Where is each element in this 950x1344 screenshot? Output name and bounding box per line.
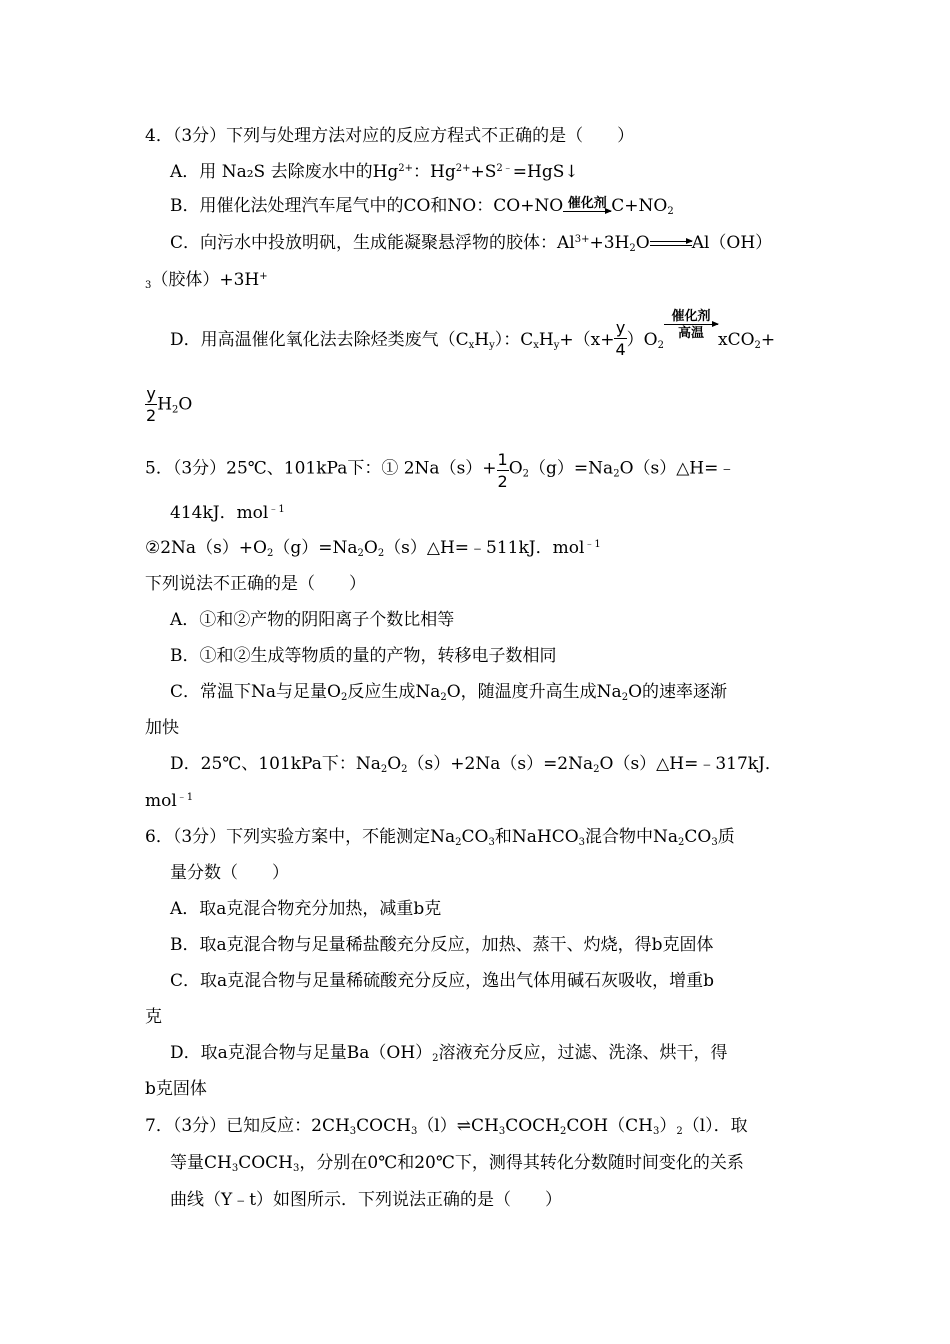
q5-c1: C．常温下Na与足量O xyxy=(170,682,341,702)
q5-d-sup: ﹣1 xyxy=(176,792,194,803)
q4-d-text7: H xyxy=(157,394,173,415)
q4-d-text5: xCO xyxy=(717,330,755,350)
q4-d-fraction-y4 xyxy=(614,317,626,359)
q5-stem8: O xyxy=(363,538,378,558)
q4-a-label: A．用 xyxy=(170,162,217,182)
q7-sub3: 3 xyxy=(498,1126,506,1137)
q4-b-arrow-icon xyxy=(563,211,611,212)
q5-c-sub3: 2 xyxy=(621,692,629,703)
q5-option-c xyxy=(170,684,727,701)
q5-c3: O，随温度升高生成Na xyxy=(446,682,622,702)
q5-stem7: （g）=Na xyxy=(273,538,358,558)
q4-a-text1: 去除废水中的Hg xyxy=(270,162,399,182)
q7-s3: （l）⇌CH xyxy=(417,1116,499,1136)
q7-s6: ） xyxy=(659,1116,677,1136)
q5-option-d-cont xyxy=(145,793,193,810)
q5-d-sub1: 2 xyxy=(380,764,388,775)
q5-ask-text: 下列说法不正确的是（ ） xyxy=(145,574,366,594)
q6-b-text: B．取a克混合物与足量稀盐酸充分反应，加热、蒸干、灼烧，得b克固体 xyxy=(170,935,714,955)
q4-a-text4: =HgS↓ xyxy=(512,162,579,182)
q4-option-c xyxy=(170,235,772,252)
q4-d-catalyst-arrow xyxy=(664,310,718,340)
q6-stem5: CO xyxy=(684,827,712,847)
q5-d5: mol xyxy=(145,791,177,811)
q4-b-sub: 2 xyxy=(667,206,674,217)
frac-num: y xyxy=(146,384,156,403)
q4-a-text2: ：Hg xyxy=(413,162,456,182)
q4-c-sub1: 2 xyxy=(629,243,636,254)
frac-den: 4 xyxy=(615,339,626,359)
q4-d-sub-co2: 2 xyxy=(754,340,761,351)
q4-d-sub-y2: y xyxy=(553,340,560,351)
q4-option-b xyxy=(170,198,674,216)
q5-b-text: B．①和②生成等物质的量的产物，转移电子数相同 xyxy=(170,646,557,666)
frac-num: 1 xyxy=(497,450,508,469)
q4-d-text1: D．用高温催化氧化法去除烃类废气（C xyxy=(170,330,469,350)
q7-stem-cont1 xyxy=(170,1155,744,1172)
q7-s5: COH（CH xyxy=(566,1116,653,1136)
q4-d-sub-y1: y xyxy=(489,340,495,351)
q4-d-text4: ）O xyxy=(626,330,658,350)
q6-stem xyxy=(145,829,735,846)
q7-sub4: 2 xyxy=(559,1126,567,1137)
q7-s9: COCH xyxy=(238,1153,293,1173)
q4-d-cond-top: 催化剂 xyxy=(671,309,711,324)
q4-stem-text: 4．（3分）下列与处理方法对应的反应方程式不正确的是（ ） xyxy=(145,126,635,146)
q5-option-b xyxy=(170,648,557,665)
q4-c-text3: O xyxy=(635,233,650,253)
q4-d-sub-x2: x xyxy=(533,340,539,351)
q4-b-text1: B．用催化法处理汽车尾气中的CO和NO：CO+NO xyxy=(170,196,564,216)
q6-stem2: CO xyxy=(461,827,489,847)
q4-d-text6: + xyxy=(760,330,776,350)
q6-sub3: 3 xyxy=(578,837,586,848)
q7-sub1: 3 xyxy=(349,1126,357,1137)
q4-c-sub2: 3 xyxy=(145,280,152,291)
q5-c-sub2: 2 xyxy=(440,692,447,703)
q5-stem5: 414kJ．mol xyxy=(170,503,269,523)
q5-sup1: ﹣1 xyxy=(268,504,285,515)
q7-sub2: 3 xyxy=(410,1126,418,1137)
q7-s4: COCH xyxy=(505,1116,560,1136)
q5-fraction-half xyxy=(497,452,509,490)
q5-stem3: （g）=Na xyxy=(529,458,614,479)
q5-stem4: O（s）△H=﹣ xyxy=(619,458,736,479)
q5-sup2: ﹣1 xyxy=(584,539,601,550)
q6-stem7: 量分数（ ） xyxy=(170,863,289,883)
q4-c-text4: Al（OH） xyxy=(691,233,773,253)
q5-eq2 xyxy=(145,540,601,557)
q4-d-text3: +（x+ xyxy=(559,330,615,350)
q5-sub4: 2 xyxy=(357,548,364,559)
frac-den: 2 xyxy=(146,406,157,425)
q7-s1: 7．（3分）已知反应：2CH xyxy=(145,1116,350,1136)
q5-sub3: 2 xyxy=(266,548,274,559)
q4-d-fraction-y2 xyxy=(145,386,157,424)
q4-stem xyxy=(145,128,634,145)
q4-a-na2s: Na₂S xyxy=(221,162,266,182)
q6-sub2: 3 xyxy=(488,837,495,848)
q4-d-cond-bot: 高温 xyxy=(677,326,704,341)
q5-d-sub3: 2 xyxy=(593,764,600,775)
q4-c-text2: +3H xyxy=(589,233,630,253)
q4-option-d: D．用高温催化氧化法去除烃类废气$(C_xH_y)$：$C_xH_y+(x+$ $\frac{y}{4}$ ）$O_2$ 催化剂 高温 xCO$_2$+ xyxy=(170,309,776,359)
q5-sub5: 2 xyxy=(377,548,385,559)
q4-b-text2: C+NO xyxy=(611,196,668,216)
q5-c-sub1: 2 xyxy=(340,692,348,703)
q5-d3: （s）+2Na（s）=2Na xyxy=(407,754,594,774)
q5-c2: 反应生成Na xyxy=(347,682,441,702)
q4-a-sup3: 2﹣ xyxy=(496,163,513,174)
q4-d-arrow-icon xyxy=(664,324,718,325)
frac-den: 2 xyxy=(497,472,508,491)
q4-d-text2: ）：C xyxy=(494,330,534,350)
equilibrium-arrow-icon xyxy=(650,239,692,249)
q5-stem1: 5．（3分）25℃、101kPa下：① 2Na（s）+ xyxy=(145,458,497,479)
q6-d-sub: 2 xyxy=(432,1053,439,1064)
q6-option-b xyxy=(170,937,714,954)
q6-stem3: 和NaHCO xyxy=(494,827,579,847)
q4-b-catalyst-arrow xyxy=(563,197,611,212)
q7-s11: 曲线（Y﹣t）如图所示．下列说法正确的是（ ） xyxy=(170,1190,563,1210)
q5-option-a xyxy=(170,612,454,629)
q4-option-d-cont xyxy=(145,386,192,424)
q5-stem6: ②2Na（s）+O xyxy=(145,538,267,558)
q5-a-text: A．①和②产物的阴阳离子个数比相等 xyxy=(170,610,455,630)
q6-option-a xyxy=(170,901,441,918)
q4-c-sup1: 3+ xyxy=(574,234,590,245)
q5-d-sub2: 2 xyxy=(401,764,408,775)
q6-c2: 克 xyxy=(145,1007,162,1027)
q5-sub2: 2 xyxy=(613,468,620,480)
q7-sub8: 3 xyxy=(293,1163,300,1174)
q6-option-c-cont xyxy=(145,1009,162,1026)
q4-option-a xyxy=(170,164,579,181)
q7-s8: 等量CH xyxy=(170,1153,232,1173)
q7-s2: COCH xyxy=(356,1116,411,1136)
q4-option-c-cont xyxy=(145,272,268,289)
q6-option-d-cont xyxy=(145,1081,207,1098)
q6-sub5: 3 xyxy=(711,837,718,848)
q6-option-d xyxy=(170,1045,728,1062)
q4-c-text1: C．向污水中投放明矾，生成能凝聚悬浮物的胶体：Al xyxy=(170,233,575,253)
q6-stem6: 质 xyxy=(717,827,735,847)
q4-b-cond-text: 催化剂 xyxy=(567,196,607,211)
q6-sub1: 2 xyxy=(455,837,462,848)
q7-sub6: 2 xyxy=(676,1126,683,1137)
q6-c1: C．取a克混合物与足量稀硫酸充分反应，逸出气体用碱石灰吸收，增重b xyxy=(170,971,715,991)
frac-num: y xyxy=(615,317,626,337)
q7-sub5: 3 xyxy=(652,1126,660,1137)
q4-d-sub-o2: 2 xyxy=(657,340,664,351)
q7-stem xyxy=(145,1118,748,1135)
q4-d-text8: O xyxy=(178,394,193,415)
q5-stem2: O xyxy=(508,458,523,479)
q6-d2: 溶液充分反应，过滤、洗涤、烘干，得 xyxy=(438,1043,728,1063)
q4-c-text5: （胶体）+3H xyxy=(151,270,260,290)
q5-d1: D．25℃、101kPa下：Na xyxy=(170,754,381,774)
q5-option-d xyxy=(170,756,782,773)
q7-s10: ，分别在0℃和20℃下，测得其转化分数随时间变化的关系 xyxy=(299,1153,744,1173)
q5-sub1: 2 xyxy=(522,468,530,480)
q5-c5: 加快 xyxy=(145,718,179,738)
q5-d2: O xyxy=(387,754,402,774)
q5-stem9: （s）△H=﹣511kJ．mol xyxy=(384,538,585,558)
q4-a-sup2: 2+ xyxy=(455,163,471,174)
q4-c-sup2: + xyxy=(259,271,268,282)
q5-stem-cont xyxy=(170,505,285,522)
q5-option-c-cont xyxy=(145,720,179,737)
q5-ask xyxy=(145,576,366,593)
q4-d-sub-x1: x xyxy=(468,340,475,351)
q5-d4: O（s）△H=﹣317kJ． xyxy=(599,754,782,774)
q6-sub4: 2 xyxy=(678,837,685,848)
q4-d-sub-h2o: 2 xyxy=(172,404,179,416)
q6-d1: D．取a克混合物与足量Ba（OH） xyxy=(170,1043,433,1063)
q6-stem1: 6．（3分）下列实验方案中，不能测定Na xyxy=(145,827,456,847)
q7-sub7: 3 xyxy=(231,1163,239,1174)
q4-a-sup1: 2+ xyxy=(398,163,414,174)
q6-stem4: 混合物中Na xyxy=(585,827,679,847)
q6-option-c xyxy=(170,973,714,990)
q7-stem-cont2 xyxy=(170,1192,562,1209)
q7-s7: （l）．取 xyxy=(682,1116,748,1136)
q6-stem-cont xyxy=(170,865,289,882)
q6-a-text: A．取a克混合物充分加热，减重b克 xyxy=(170,899,442,919)
q4-a-text3: +S xyxy=(470,162,497,182)
q5-c4: O的速率逐渐 xyxy=(628,682,727,702)
q6-d3: b克固体 xyxy=(145,1079,207,1099)
q5-stem xyxy=(145,450,736,491)
